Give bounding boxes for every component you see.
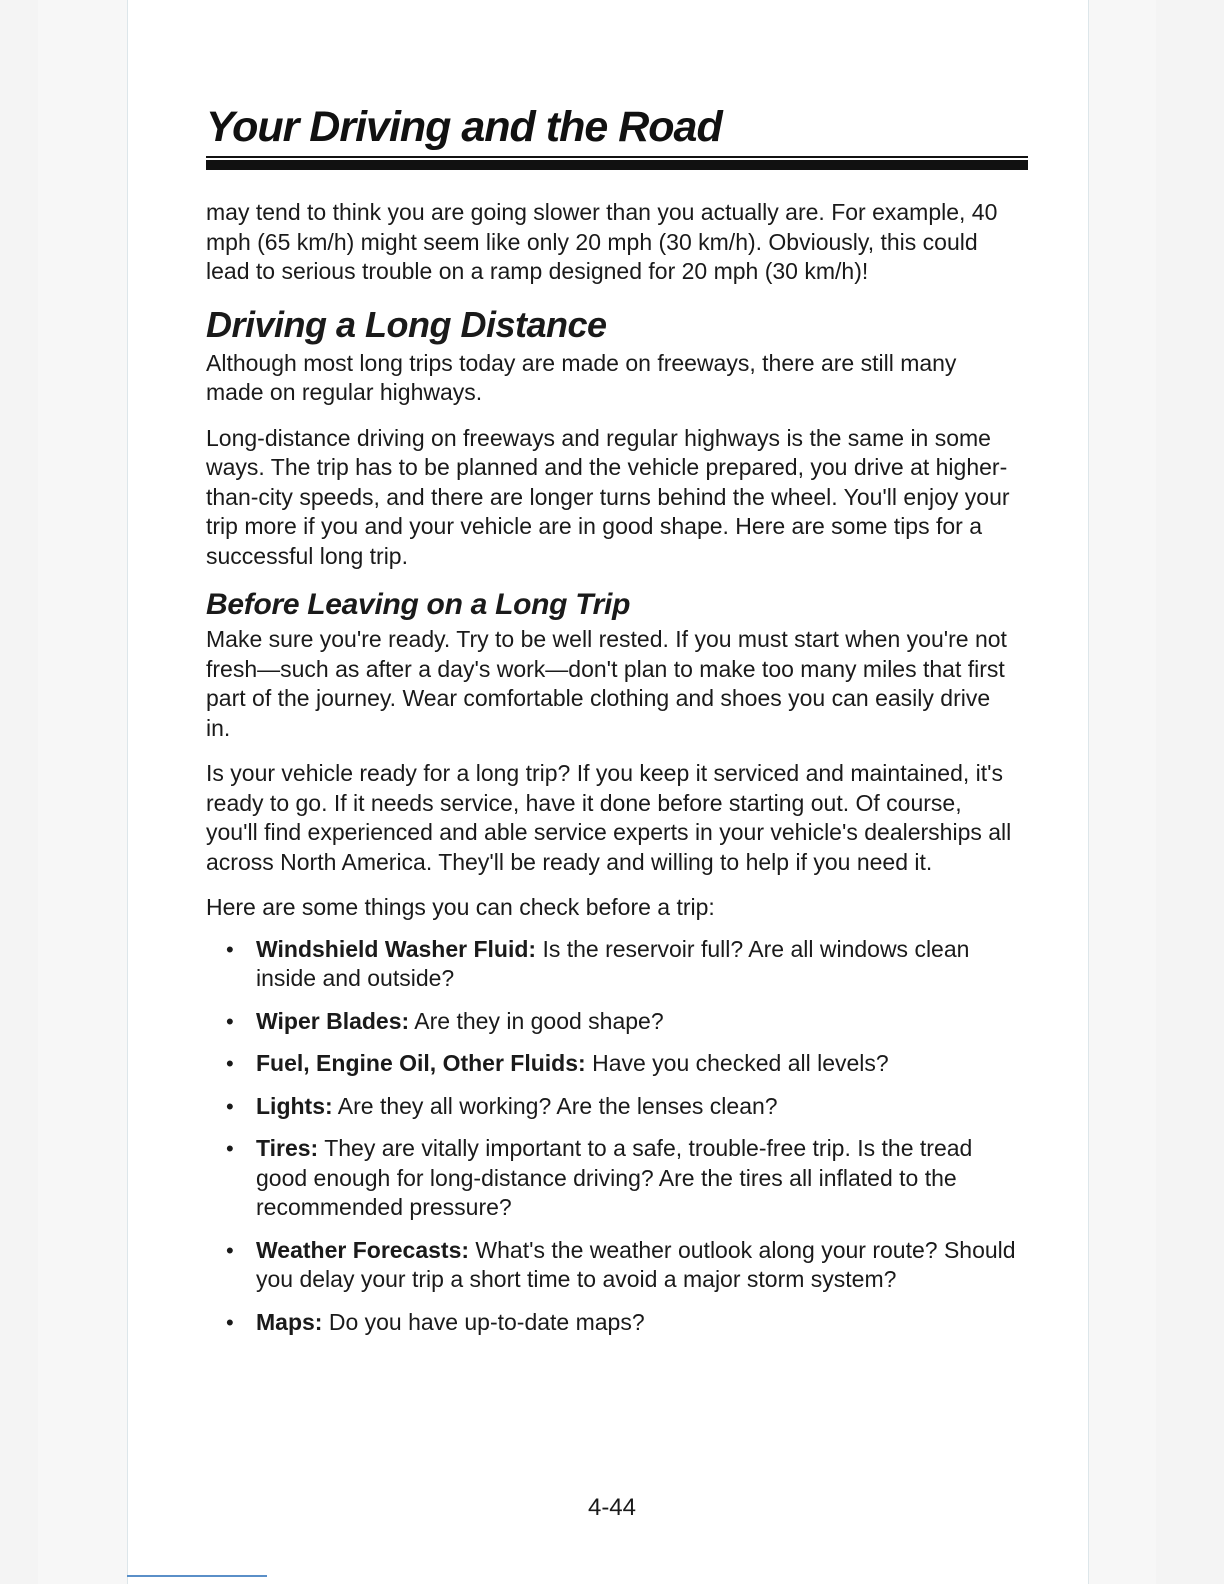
subsection-heading: Before Leaving on a Long Trip bbox=[206, 588, 631, 621]
section-paragraph: Although most long trips today are made on freeways, there are still many made on regular highways. bbox=[206, 349, 957, 405]
list-item bbox=[206, 1308, 1018, 1338]
list-item-term: Weather Forecasts: bbox=[256, 1236, 470, 1263]
header-rule bbox=[206, 160, 1028, 170]
chapter-title: Your Driving and the Road bbox=[206, 103, 722, 151]
bullet-icon: • bbox=[226, 1136, 234, 1161]
intro-paragraph: may tend to think you are going slower than you actually are. For example, 40 mph (65 km/h) might seem like only 20 mph (30 km/h). Obviously, this could lead to serious trouble on a ramp designed for 20 mph (30 km/h)! bbox=[206, 199, 998, 284]
list-item-text: Is the reservoir full? Are all windows clean inside and outside? bbox=[256, 935, 970, 991]
bullet-icon: • bbox=[226, 1051, 234, 1076]
list-item-text: Are they all working? Are the lenses clean? bbox=[332, 1092, 778, 1119]
checklist bbox=[206, 935, 1018, 1338]
list-item bbox=[206, 935, 1018, 994]
list-item bbox=[206, 1236, 1018, 1295]
section-heading: Driving a Long Distance bbox=[206, 303, 607, 345]
list-item-term: Lights: bbox=[256, 1092, 333, 1119]
list-item-text: What's the weather outlook along your route? Should you delay your trip a short time to avoid a major storm system? bbox=[256, 1236, 1016, 1292]
list-item bbox=[206, 1049, 1018, 1079]
header-rule-thin bbox=[206, 156, 1028, 158]
section-paragraph: Long-distance driving on freeways and regular highways is the same in some ways. The trip has to be planned and the vehicle prepared, you drive at higher-than-city speeds, and there are longer turns behind the wheel. You'll enjoy your trip more if you and your vehicle are in good shape. Here are some tips for a successful long trip. bbox=[206, 424, 1010, 569]
list-item bbox=[206, 1007, 1018, 1037]
list-item-term: Fuel, Engine Oil, Other Fluids: bbox=[256, 1050, 586, 1076]
list-item-text: Are they in good shape? bbox=[409, 1007, 664, 1034]
list-item-term: Maps: bbox=[256, 1308, 323, 1335]
list-item bbox=[206, 1092, 1018, 1122]
bullet-icon: • bbox=[226, 936, 234, 962]
bullet-icon: • bbox=[226, 1093, 234, 1119]
subsection-paragraph: Make sure you're ready. Try to be well rested. If you must start when you're not fresh—such as after a day's work—don't plan to make too many miles that first part of the journey. Wear comfortable clothing and shoes you can easily drive in. bbox=[206, 626, 1007, 741]
list-item-text: Do you have up-to-date maps? bbox=[322, 1308, 645, 1335]
list-item-term: Windshield Washer Fluid: bbox=[256, 935, 537, 962]
list-item-text: Have you checked all levels? bbox=[585, 1050, 889, 1076]
page-number: 4-44 bbox=[587, 1494, 637, 1521]
list-item-term: Tires: bbox=[256, 1135, 319, 1161]
bullet-icon: • bbox=[226, 1309, 234, 1335]
body-text bbox=[206, 198, 1018, 1350]
list-item bbox=[206, 1134, 1018, 1223]
list-item-text: They are vitally important to a safe, trouble-free trip. Is the tread good enough for long-distance driving? Are the tires all inflated to the recommended pressure? bbox=[256, 1135, 973, 1220]
checklist-intro: Here are some things you can check before a trip: bbox=[206, 894, 715, 920]
bullet-icon: • bbox=[226, 1008, 234, 1034]
bottom-rule bbox=[127, 1575, 267, 1577]
subsection-paragraph: Is your vehicle ready for a long trip? If you keep it serviced and maintained, it's ready to go. If it needs service, have it done before starting out. Of course, you'll find experienced and able service experts in your vehicle's dealerships all across North America. They'll be ready and willing to help if you need it. bbox=[206, 760, 1012, 875]
bullet-icon: • bbox=[226, 1237, 234, 1263]
list-item-term: Wiper Blades: bbox=[256, 1007, 410, 1034]
